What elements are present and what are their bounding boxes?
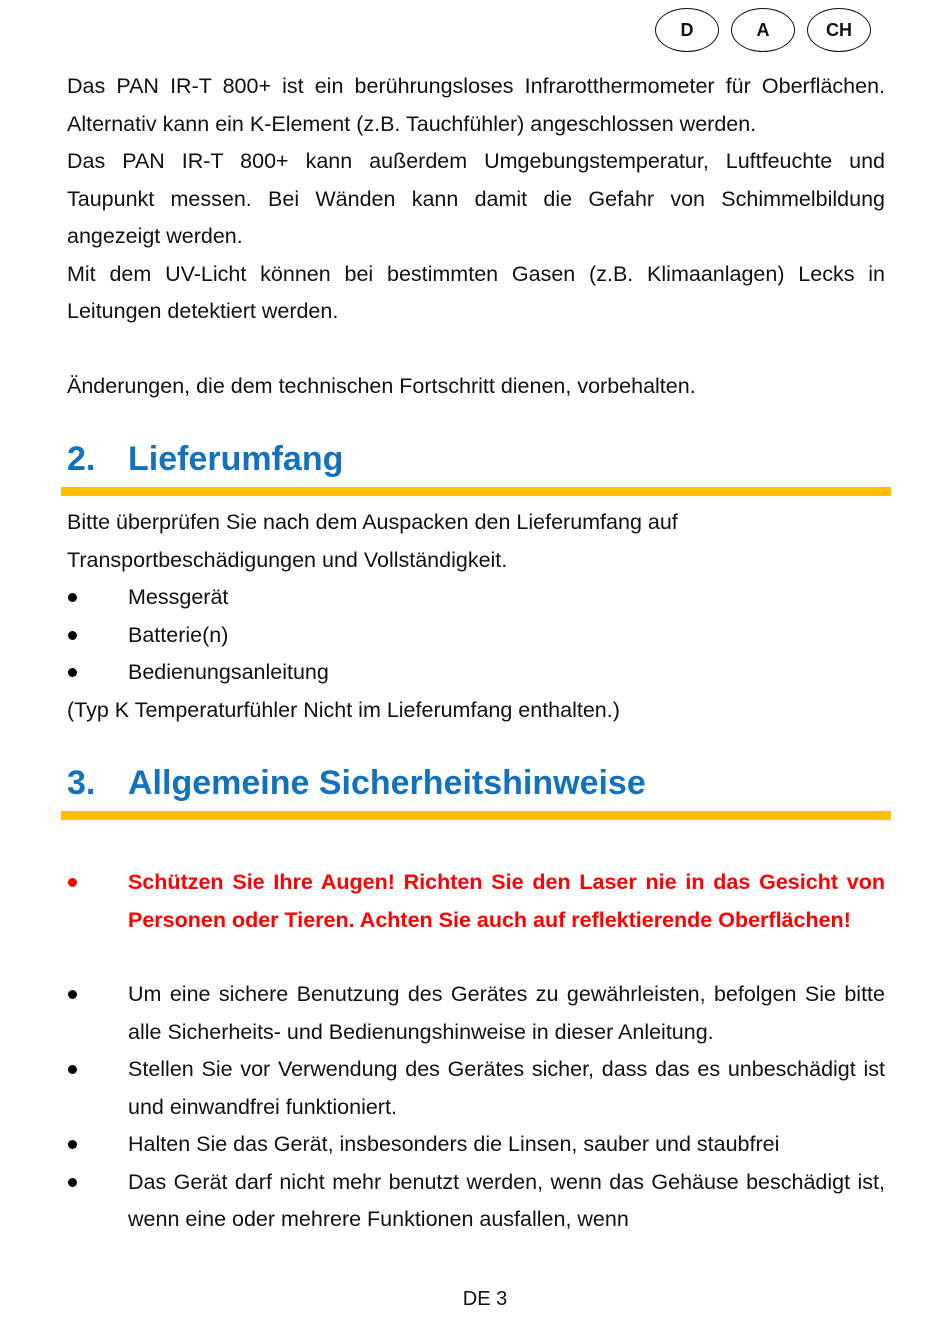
section-3-number: 3. [67,764,96,802]
list-item: Stellen Sie vor Verwendung des Gerätes sicher, dass das es unbeschädigt ist und einwandfrei funktioniert. [67,1051,885,1126]
section-2-intro: Bitte überprüfen Sie nach dem Auspacken den Lieferumfang auf Transportbeschädigungen und Vollständigkeit. [67,510,678,572]
section-2-number: 2. [67,440,96,478]
delivery-list [67,579,885,692]
section-2-note: (Typ K Temperaturfühler Nicht im Lieferumfang enthalten.) [67,697,620,722]
country-badge-at: A [731,8,795,52]
country-badge-ch: CH [807,8,871,52]
bullet-icon [67,1164,128,1239]
intro-paragraph-1: Das PAN IR-T 800+ ist ein berührungsloses Infrarotthermometer für Oberflächen. Alternativ kann ein K-Element (z.B. Tauchfühler) angeschlossen werden. [67,74,885,136]
bullet-icon [67,1051,128,1126]
section-3-rule [61,811,891,820]
country-badges [655,8,871,52]
page-number: DE 3 [462,1288,508,1310]
bullet-icon [67,617,128,655]
list-item: Halten Sie das Gerät, insbesonders die Linsen, sauber und staubfrei [67,1126,885,1164]
bullet-icon [67,1126,128,1164]
list-item: Das Gerät darf nicht mehr benutzt werden, wenn das Gehäuse beschädigt ist, wenn eine oder mehrere Funktionen ausfallen, wenn [67,1164,885,1239]
intro-paragraph-2: Das PAN IR-T 800+ kann außerdem Umgebungstemperatur, Luftfeuchte und Taupunkt messen. Bei Wänden kann damit die Gefahr von Schimmelbildung angezeigt werden. [67,149,885,248]
page-content [67,68,885,1239]
intro-paragraph-3: Mit dem UV-Licht können bei bestimmten Gasen (z.B. Klimaanlagen) Lecks in Leitungen detektiert werden. [67,261,885,323]
list-item: Um eine sichere Benutzung des Gerätes zu gewährleisten, befolgen Sie bitte alle Sicherheits- und Bedienungshinweise in dieser Anleitung. [67,976,885,1051]
section-2-title: Lieferumfang [128,440,344,478]
list-item: Batterie(n) [67,617,885,655]
bullet-icon [67,654,128,692]
bullet-icon [67,579,128,617]
section-2-heading [67,437,885,496]
safety-list [67,976,885,1239]
section-2-rule [61,487,891,496]
safety-warning: Schützen Sie Ihre Augen! Richten Sie den Laser nie in das Gesicht von Personen oder Tieren. Achten Sie auch auf reflektierende Oberflächen! [67,864,885,939]
intro-paragraph-4: Änderungen, die dem technischen Fortschritt dienen, vorbehalten. [67,373,696,398]
bullet-icon [67,976,128,1051]
safety-warning-list [67,864,885,939]
list-item: Bedienungsanleitung [67,654,885,692]
country-badge-de: D [655,8,719,52]
list-item: Messgerät [67,579,885,617]
section-3-heading [67,761,885,820]
bullet-icon [67,864,128,939]
section-3-title: Allgemeine Sicherheitshinweise [128,764,646,802]
